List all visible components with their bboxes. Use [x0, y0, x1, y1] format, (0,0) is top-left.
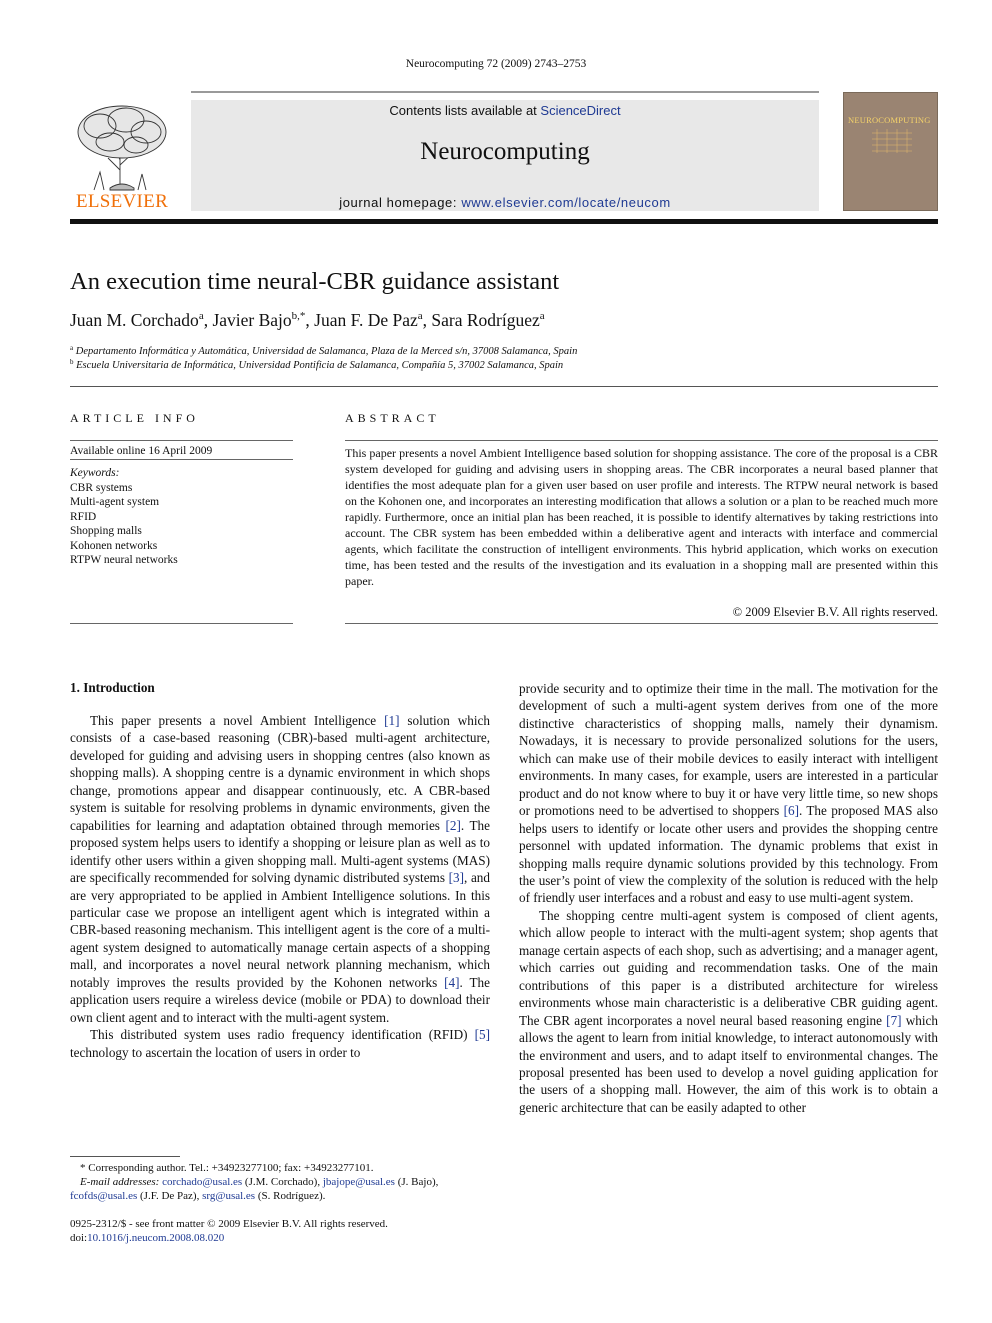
citation-link[interactable]: [5]	[474, 1027, 490, 1043]
cover-title: NEUROCOMPUTING	[848, 115, 931, 125]
title-rule	[70, 386, 938, 387]
author: Sara Rodríguez$^a$	[431, 310, 545, 330]
email-link[interactable]: fcofds@usal.es	[70, 1190, 138, 1202]
affiliation: $^b$ Escuela Universitaria de Informática, Universidad Pontificia de Salamanca, Compañía 5, 37002 Salamanca, Spain	[70, 358, 564, 371]
email-link[interactable]: corchado@usal.es	[162, 1176, 243, 1188]
abstract-text: This paper presents a novel Ambient Intelligence based solution for shopping assistance. The core of the proposal is a CBR system developed for guiding and advising users in shopping areas. The CBR incorporates a neural based planner that identifies the most adequate plan for a given user based on user profile and interests. The RTPW neural network is based on the Kohonen one, and incorporates an interesting modification that allows a solution or a plan to be reached much more rapidly. Furthermore, once an initial plan has been reached, it is possible to identify alternatives by taking restrictions into account. The CBR system has been embedded within a deliberative agent and interacts with interface and commercial agents, which facilitate the construction of intelligent environments. This hybrid application, which works on execution time, has been tested and the results of the investigation and its evaluation in a shopping mall are presented within this paper.	[345, 446, 938, 588]
doi-line: doi:10.1016/j.neucom.2008.08.020	[70, 1232, 225, 1244]
keywords-label: Keywords:	[70, 467, 120, 479]
keyword: Shopping malls	[70, 525, 142, 538]
author: Juan F. De Paz$^a$,	[314, 310, 432, 330]
article-info-heading: ARTICLE INFO	[70, 411, 199, 425]
author: Juan M. Corchado$^a$,	[70, 310, 213, 330]
paragraph: The shopping centre multi-agent system is composed of client agents, which allow people to interact with the multi-agent system; shop agents that manage certain aspects of each shop, such as advertising; and a manager agent, which carries out guiding and recommendation tasks. One of the main contributions of this paper is a distributed architecture for wireless environments whose main characteristic is a deliberative CBR guiding agent. The CBR agent incorporates a novel neural based reasoning engine [7] which allows the agent to learn from initial knowledge, to interact autonomously with the environment and users, and to adapt itself to environmental changes. The proposal presented has been used to develop a novel guiding application for the users of a shopping mall. However, the aim of this work is to obtain a generic architecture that can be easily adapted to other	[519, 907, 938, 1115]
contents-prefix: Contents lists available at	[389, 103, 541, 118]
journal-citation: Neurocomputing 72 (2009) 2743–2753	[405, 58, 587, 70]
keyword-list	[70, 481, 178, 567]
keyword: Multi-agent system	[70, 496, 160, 509]
citation-link[interactable]: [4]	[444, 974, 460, 990]
corresponding-author-note: * Corresponding author. Tel.: +34923277100; fax: +34923277101.	[80, 1162, 374, 1174]
keyword: RFID	[70, 510, 97, 523]
divider	[70, 440, 293, 441]
author-list	[70, 310, 545, 331]
footnote-rule	[70, 1156, 180, 1157]
journal-name: Neurocomputing	[420, 138, 590, 165]
keyword: RTPW neural networks	[70, 554, 178, 567]
elsevier-wordmark: ELSEVIER	[75, 191, 169, 212]
author: Javier Bajo$^{b,*}$,	[212, 310, 315, 330]
body-column-left	[70, 712, 490, 1061]
paragraph: This paper presents a novel Ambient Intelligence [1] solution which consists of a case-based reasoning (CBR)-based multi-agent architecture, developed for guiding and advising users in shopping centres (also known as shopping malls). A shopping centre is a dynamic environment in which shops change, promotions appear and disappear continuously, etc. A CBR-based system is suitable for resolving problems in dynamic environments, given the capabilities for learning and adaptation obtained through memories [2]. The proposed system helps users to identify a shopping or leisure plan as well as to identify other users within a given shopping mall. Multi-agent systems (MAS) are specifically recommended for solving dynamic distributed systems [3], and are very appropriated to be applied in Ambient Intelligence solutions. In this particular case we propose an intelligent agent which is integrated within a CBR-based reasoning mechanism. This intelligent agent is the core of a multi-agent system designed to automatically manage certain aspects of a shopping mall, and incorporates a novel neural network planning mechanism, which notably improves the results provided by the Kohonen networks [4]. The application users require a wireless device (mobile or PDA) to download their own client agent and to interact with the multi-agent system.	[70, 713, 491, 1025]
email-addresses: E-mail addresses: corchado@usal.es (J.M. Corchado), jbajope@usal.es (J. Bajo),	[80, 1176, 439, 1188]
citation-link[interactable]: [1]	[384, 713, 400, 728]
paper-title: An execution time neural-CBR guidance assistant	[70, 268, 560, 295]
citation-link[interactable]: [7]	[886, 1012, 902, 1028]
section-heading-introduction: 1. Introduction	[70, 680, 155, 695]
header-rule	[70, 219, 938, 224]
body-column-right	[519, 680, 938, 1116]
cover-pattern-icon	[872, 129, 912, 153]
masthead-top-rule	[191, 91, 819, 93]
abstract-heading: ABSTRACT	[345, 411, 440, 425]
paragraph: provide security and to optimize their time in the mall. The motivation for the development of such a multi-agent system derives from one of the more distinctive characteristics of shopping malls, namely their dynamism. Nowadays, it is necessary to provide personalized solutions for the users, which can make use of their mobile devices to easily interact with intelligent environments. In many cases, for example, users are interested in a particular product and do not know where to buy it or have very little time, so new shops or promotions need to be advertised to shoppers [6]. The proposed MAS also helps users to identify or locate other users and provides the shopping centre personnel with updated information. The dynamic problems that exist in shopping malls require dynamic solutions provided by this technology. From the user’s point of view the complexity of the solution is reduced with the help of friendly user interfaces and a robust and easy to use multi-agent system.	[519, 681, 939, 906]
sciencedirect-link[interactable]: ScienceDirect	[540, 103, 621, 118]
divider	[345, 440, 938, 441]
journal-homepage	[191, 195, 819, 210]
divider	[70, 459, 293, 460]
divider	[70, 623, 293, 624]
homepage-label: journal homepage:	[339, 195, 462, 210]
doi-link[interactable]: 10.1016/j.neucom.2008.08.020	[87, 1232, 225, 1244]
abstract-copyright: © 2009 Elsevier B.V. All rights reserved.	[732, 605, 938, 619]
footnotes	[70, 1161, 490, 1203]
front-matter-note: 0925-2312/$ - see front matter © 2009 Elsevier B.V. All rights reserved.	[70, 1218, 388, 1230]
email-label: E-mail addresses:	[80, 1176, 163, 1188]
email-link[interactable]: srg@usal.es	[202, 1190, 256, 1202]
keyword: CBR systems	[70, 482, 133, 494]
journal-cover-thumbnail	[843, 92, 938, 211]
citation-link[interactable]: [2]	[445, 817, 461, 833]
affiliation: $^a$ Departamento Informática y Automática, Universidad de Salamanca, Plaza de la Merced s/n, 37008 Salamanca, Spain	[70, 344, 578, 357]
homepage-link[interactable]: www.elsevier.com/locate/neucom	[461, 195, 671, 210]
keyword: Kohonen networks	[70, 539, 158, 552]
email-addresses-cont: fcofds@usal.es (J.F. De Paz), srg@usal.es (S. Rodríguez).	[70, 1190, 326, 1202]
citation-link[interactable]: [3]	[448, 870, 464, 886]
paragraph: This distributed system uses radio frequency identification (RFID) [5] technology to ascertain the location of users in order to	[70, 1027, 490, 1060]
contents-line	[191, 103, 819, 118]
email-link[interactable]: jbajope@usal.es	[322, 1176, 395, 1188]
issn-line	[70, 1217, 388, 1245]
available-online: Available online 16 April 2009	[70, 445, 213, 457]
divider	[345, 623, 938, 624]
citation-link[interactable]: [6]	[783, 803, 799, 819]
